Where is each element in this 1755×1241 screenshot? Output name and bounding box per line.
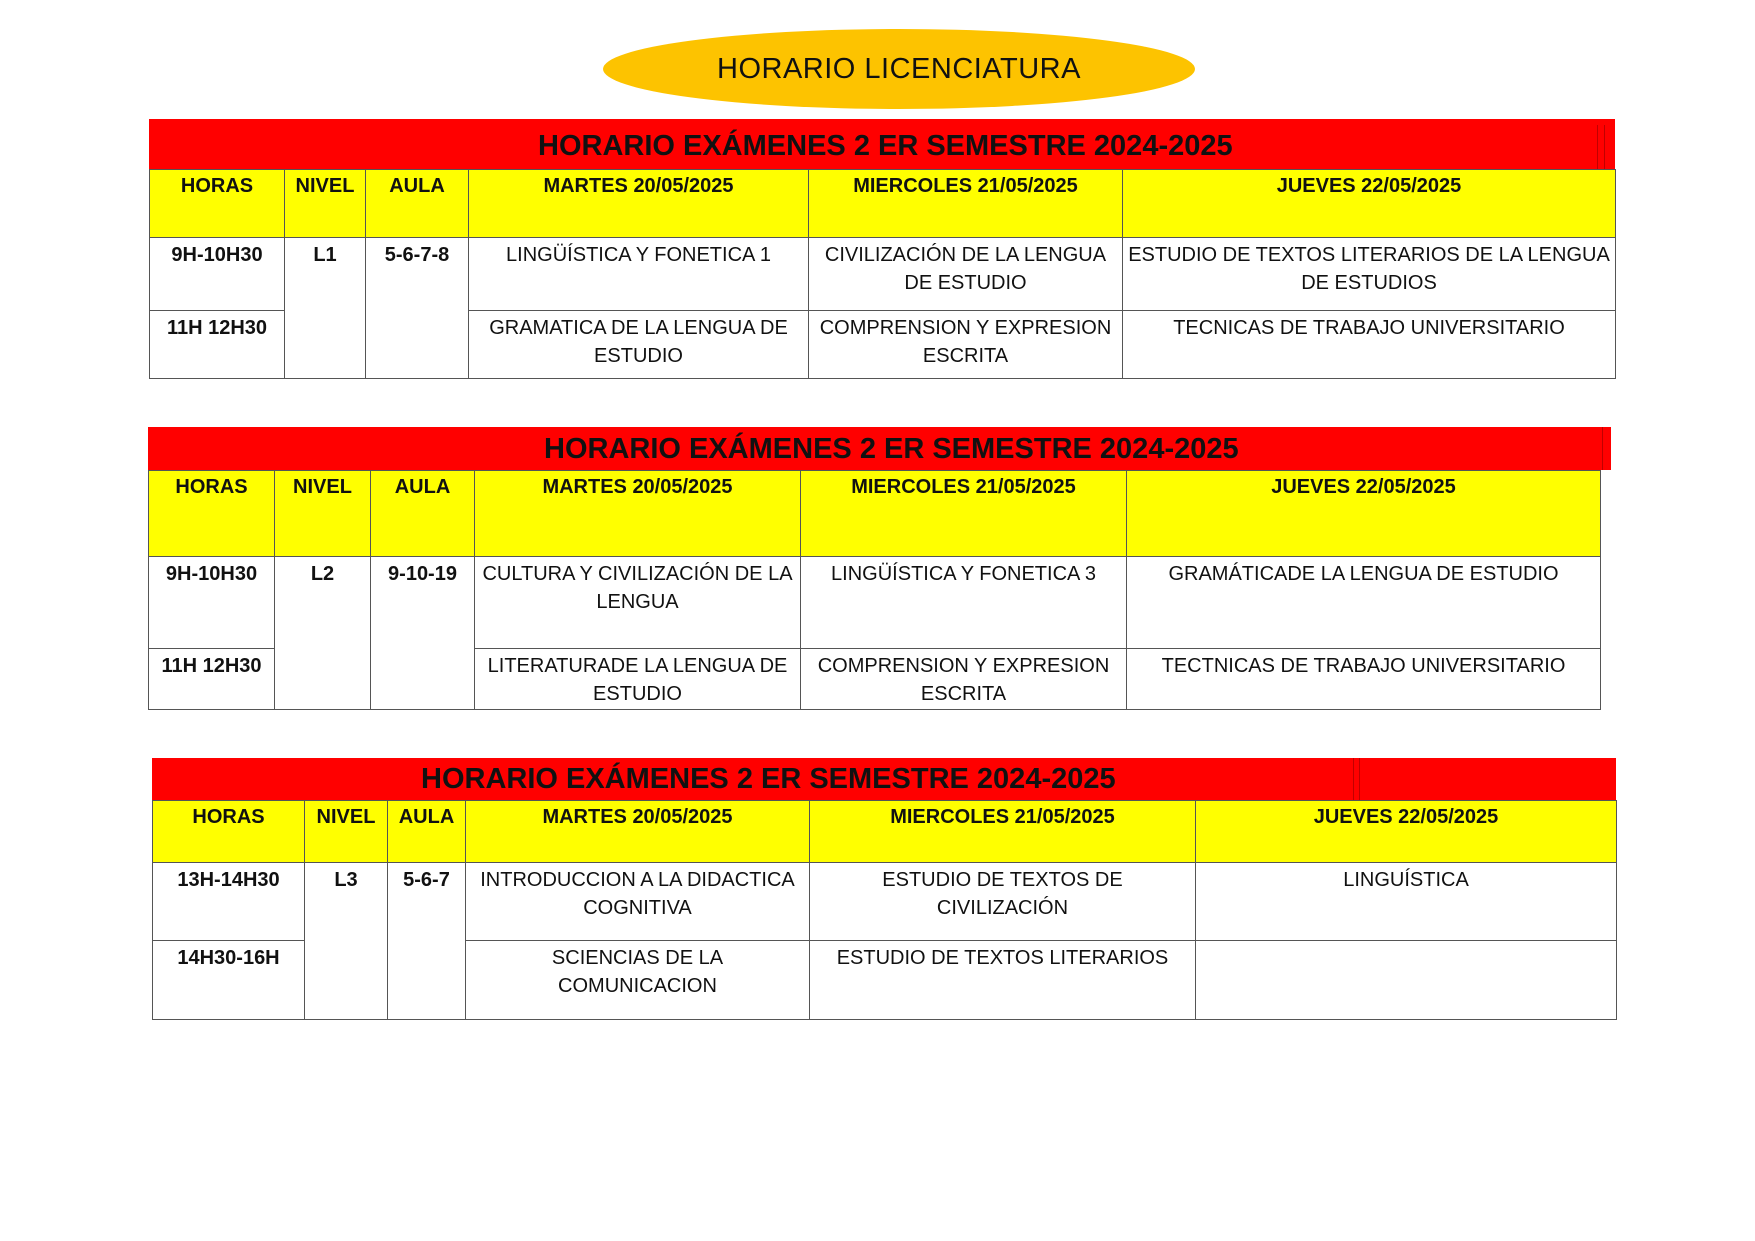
martes-cell: LINGÜÍSTICA Y FONETICA 1 (469, 238, 809, 311)
martes-cell: SCIENCIAS DE LA COMUNICACION (466, 941, 810, 1020)
table-row (153, 863, 1617, 941)
section-title-band (152, 758, 1616, 800)
horas-cell: 9H-10H30 (150, 238, 285, 311)
miercoles-cell: ESTUDIO DE TEXTOS DE CIVILIZACIÓN (810, 863, 1196, 941)
header-nivel: NIVEL (305, 801, 388, 863)
section-title: HORARIO EXÁMENES 2 ER SEMESTRE 2024-2025 (538, 130, 1233, 162)
band-divider (1359, 758, 1360, 800)
horas-cell: 9H-10H30 (149, 557, 275, 649)
table-row (149, 557, 1601, 649)
section-title-band (149, 119, 1615, 169)
nivel-cell: L2 (275, 557, 371, 710)
header-aula: AULA (366, 170, 469, 238)
header-jueves: JUEVES 22/05/2025 (1127, 471, 1601, 557)
page-title: HORARIO LICENCIATURA (603, 29, 1195, 109)
martes-cell: CULTURA Y CIVILIZACIÓN DE LA LENGUA (475, 557, 801, 649)
miercoles-cell: COMPRENSION Y EXPRESION ESCRITA (809, 311, 1123, 379)
band-divider (1597, 125, 1598, 169)
nivel-cell: L1 (285, 238, 366, 379)
miercoles-cell: CIVILIZACIÓN DE LA LENGUA DE ESTUDIO (809, 238, 1123, 311)
header-aula: AULA (371, 471, 475, 557)
martes-cell: LITERATURADE LA LENGUA DE ESTUDIO (475, 649, 801, 710)
header-martes: MARTES 20/05/2025 (475, 471, 801, 557)
header-jueves: JUEVES 22/05/2025 (1196, 801, 1617, 863)
section-title: HORARIO EXÁMENES 2 ER SEMESTRE 2024-2025 (544, 433, 1239, 465)
section-title-band (148, 427, 1611, 470)
header-miercoles: MIERCOLES 21/05/2025 (801, 471, 1127, 557)
aula-cell: 5-6-7 (388, 863, 466, 1020)
header-nivel: NIVEL (285, 170, 366, 238)
header-nivel: NIVEL (275, 471, 371, 557)
band-divider (1353, 758, 1354, 800)
aula-cell: 9-10-19 (371, 557, 475, 710)
header-aula: AULA (388, 801, 466, 863)
martes-cell: GRAMATICA DE LA LENGUA DE ESTUDIO (469, 311, 809, 379)
miercoles-cell: COMPRENSION Y EXPRESION ESCRITA (801, 649, 1127, 710)
jueves-cell: TECTNICAS DE TRABAJO UNIVERSITARIO (1127, 649, 1601, 710)
band-divider (1604, 125, 1605, 169)
header-horas: HORAS (153, 801, 305, 863)
aula-cell: 5-6-7-8 (366, 238, 469, 379)
schedule-table (152, 800, 1617, 1020)
section-title: HORARIO EXÁMENES 2 ER SEMESTRE 2024-2025 (421, 763, 1116, 795)
miercoles-cell: LINGÜÍSTICA Y FONETICA 3 (801, 557, 1127, 649)
header-miercoles: MIERCOLES 21/05/2025 (810, 801, 1196, 863)
band-divider (1602, 427, 1603, 470)
horas-cell: 14H30-16H (153, 941, 305, 1020)
martes-cell: INTRODUCCION A LA DIDACTICA COGNITIVA (466, 863, 810, 941)
header-horas: HORAS (150, 170, 285, 238)
jueves-cell: TECNICAS DE TRABAJO UNIVERSITARIO (1123, 311, 1616, 379)
header-martes: MARTES 20/05/2025 (469, 170, 809, 238)
miercoles-cell: ESTUDIO DE TEXTOS LITERARIOS (810, 941, 1196, 1020)
schedule-table (148, 470, 1601, 710)
table-row (150, 238, 1616, 311)
header-martes: MARTES 20/05/2025 (466, 801, 810, 863)
schedule-table (149, 169, 1616, 379)
nivel-cell: L3 (305, 863, 388, 1020)
jueves-cell: GRAMÁTICADE LA LENGUA DE ESTUDIO (1127, 557, 1601, 649)
horas-cell: 11H 12H30 (149, 649, 275, 710)
header-horas: HORAS (149, 471, 275, 557)
jueves-cell: LINGUÍSTICA (1196, 863, 1617, 941)
horas-cell: 13H-14H30 (153, 863, 305, 941)
jueves-cell (1196, 941, 1617, 1020)
header-miercoles: MIERCOLES 21/05/2025 (809, 170, 1123, 238)
header-jueves: JUEVES 22/05/2025 (1123, 170, 1616, 238)
jueves-cell: ESTUDIO DE TEXTOS LITERARIOS DE LA LENGUA DE ESTUDIOS (1123, 238, 1616, 311)
horas-cell: 11H 12H30 (150, 311, 285, 379)
